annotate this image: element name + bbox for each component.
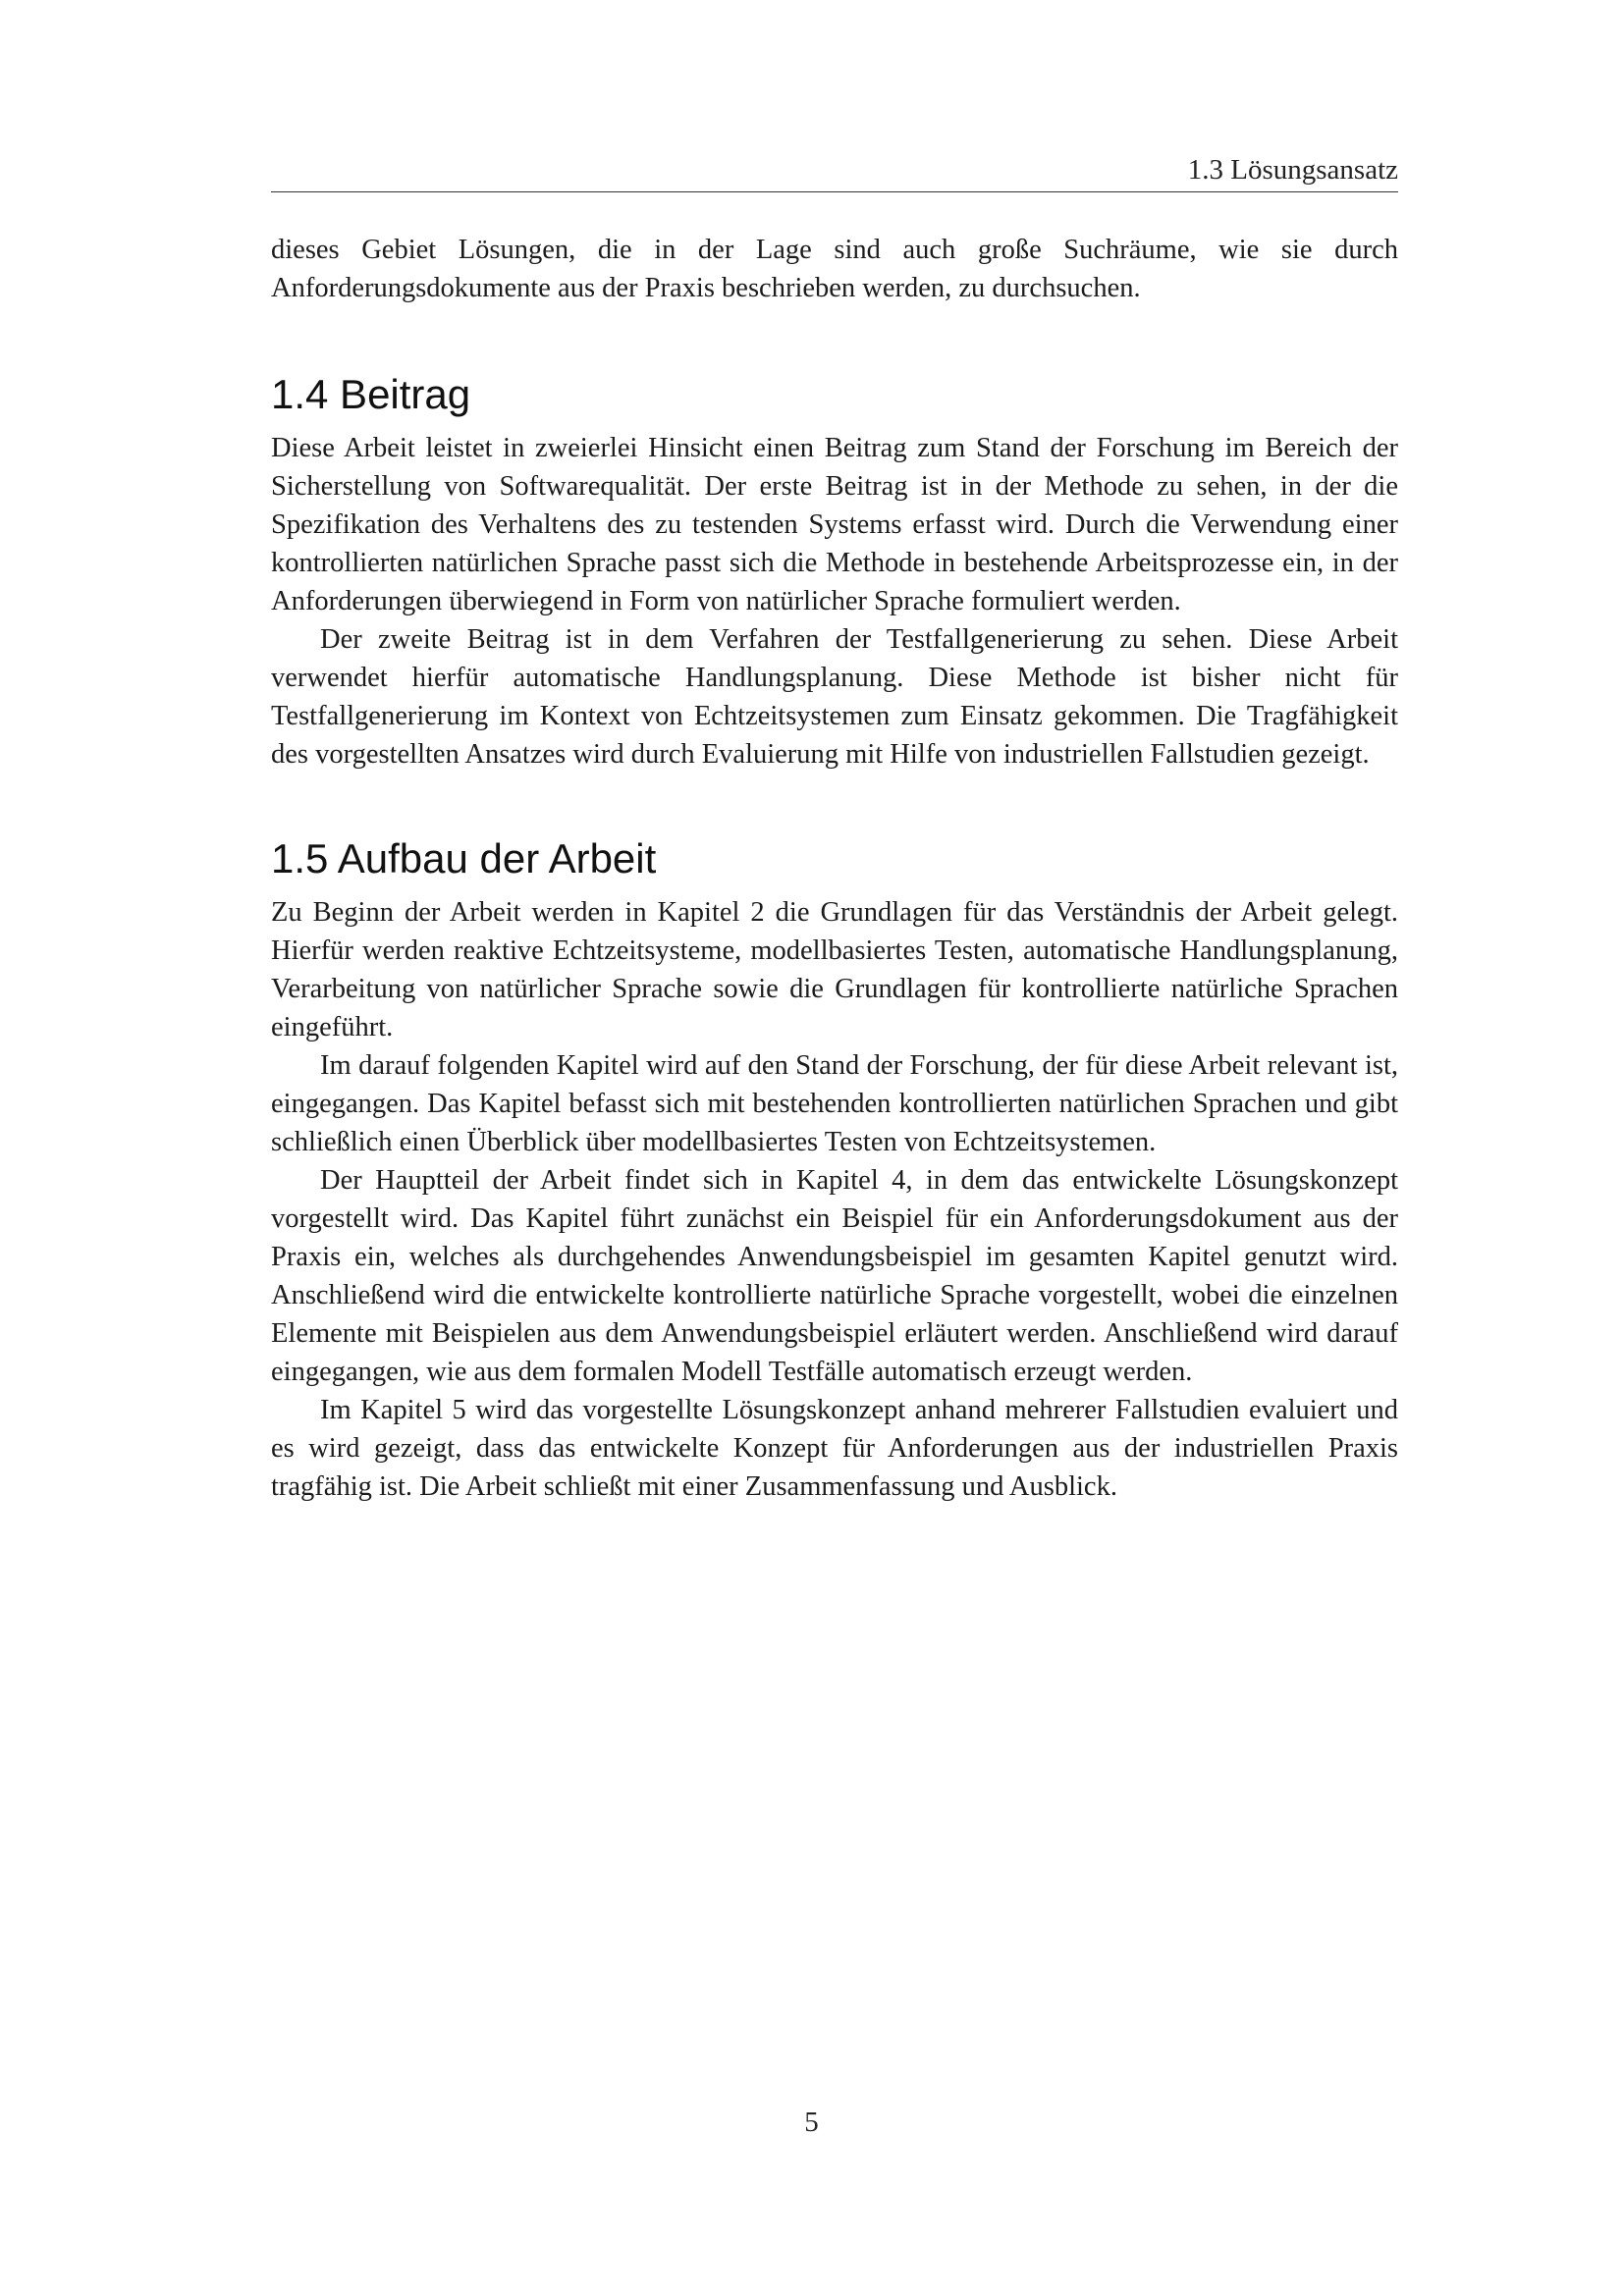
aufbau-paragraph-3: Der Hauptteil der Arbeit findet sich in Kapitel 4, in dem das entwickelte Lösungskonzept vorgestellt wird. Das Kapitel führt zunächst ein Beispiel für ein Anforderungsdokument aus der Praxis ein, welches als durchgehendes Anwendungsbeispiel im gesamten Kapitel genutzt wird. Anschließend wird die entwickelte kontrollierte natürliche Sprache vorgestellt, wobei die einzelnen Elemente mit Beispielen aus dem Anwendungsbeispiel erläutert werden. Anschließend wird darauf eingegangen, wie aus dem formalen Modell Testfälle automatisch erzeugt werden. — [271, 1165, 1398, 1387]
running-header-title: 1.3 Lösungsansatz — [1187, 154, 1398, 186]
aufbau-paragraph-2: Im darauf folgenden Kapitel wird auf den Stand der Forschung, der für diese Arbeit relevant ist, eingegangen. Das Kapitel befasst sich mit bestehenden kontrollierten natürlichen Sprachen und gibt schließlich einen Überblick über modellbasiertes Testen von Echtzeitsystemen. — [271, 1050, 1398, 1157]
running-header — [271, 152, 1398, 192]
section-heading-aufbau: 1.5 Aufbau der Arbeit — [271, 835, 657, 881]
aufbau-paragraph-1: Zu Beginn der Arbeit werden in Kapitel 2 die Grundlagen für das Verständnis der Arbeit gelegt. Hierfür werden reaktive Echtzeitsysteme, modellbasiertes Testen, automatische Handlungsplanung, Verarbeitung von natürlicher Sprache sowie die Grundlagen für kontrollierte natürliche Sprachen eingeführt. — [271, 897, 1398, 1042]
page-number: 5 — [804, 2107, 819, 2138]
continuation-paragraph: dieses Gebiet Lösungen, die in der Lage sind auch große Suchräume, wie sie durch Anforderungsdokumente aus der Praxis beschrieben werden, zu durchsuchen. — [271, 235, 1398, 303]
section-heading-beitrag: 1.4 Beitrag — [271, 371, 471, 417]
aufbau-paragraph-4: Im Kapitel 5 wird das vorgestellte Lösungskonzept anhand mehrerer Fallstudien evaluiert und es wird gezeigt, dass das entwickelte Konzept für Anforderungen aus der industriellen Praxis tragfähig ist. Die Arbeit schließt mit einer Zusammenfassung und Ausblick. — [271, 1395, 1398, 1502]
beitrag-paragraph-1: Diese Arbeit leistet in zweierlei Hinsicht einen Beitrag zum Stand der Forschung im Bereich der Sicherstellung von Softwarequalität. Der erste Beitrag ist in der Methode zu sehen, in der die Spezifikation des Verhaltens des zu testenden Systems erfasst wird. Durch die Verwendung einer kontrollierten natürlichen Sprache passt sich die Methode in bestehende Arbeitsprozesse ein, in der Anforderungen überwiegend in Form von natürlicher Sprache formuliert werden. — [271, 433, 1398, 616]
page-content — [271, 231, 1398, 1506]
beitrag-paragraph-2: Der zweite Beitrag ist in dem Verfahren der Testfallgenerierung zu sehen. Diese Arbeit verwendet hierfür automatische Handlungsplanung. Diese Methode ist bisher nicht für Testfallgenerierung im Kontext von Echtzeitsystemen zum Einsatz gekommen. Die Tragfähigkeit des vorgestellten Ansatzes wird durch Evaluierung mit Hilfe von industriellen Fallstudien gezeigt. — [271, 624, 1398, 770]
